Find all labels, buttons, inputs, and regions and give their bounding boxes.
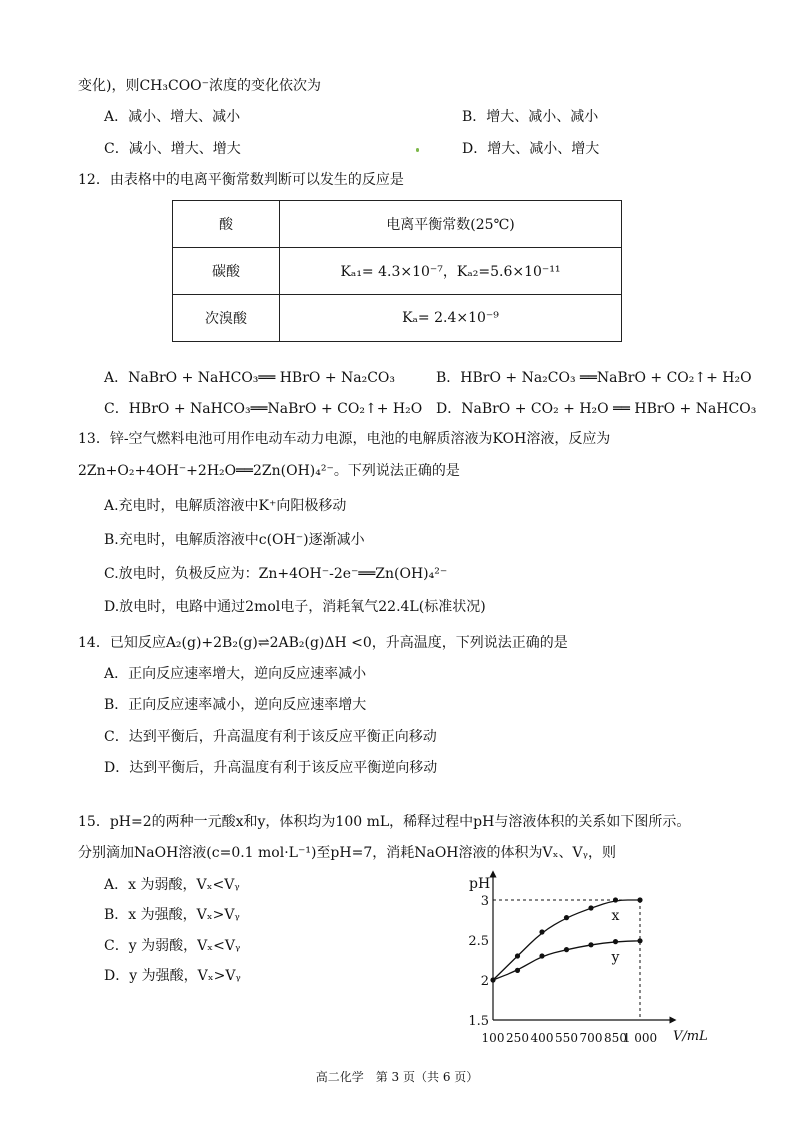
q13-option-c: C.放电时，负极反应为：Zn+4OH⁻-2e⁻══Zn(OH)₄²⁻ — [104, 566, 448, 582]
ph-volume-chart — [455, 868, 730, 1053]
x-tick-label: 1 000 — [622, 1031, 658, 1045]
q12-table — [172, 200, 622, 342]
x-tick-label: 850 — [604, 1031, 627, 1045]
q15-option-b: B．x 为强酸，Vₓ>Vᵧ — [104, 907, 240, 923]
table-header-acid: 酸 — [173, 201, 280, 248]
table-cell: Kₐ₁= 4.3×10⁻⁷，Kₐ₂=5.6×10⁻¹¹ — [280, 248, 622, 295]
table-row — [173, 201, 622, 248]
y-tick-label: 2.5 — [468, 934, 489, 949]
data-point-x — [613, 897, 618, 902]
series-label-y: y — [611, 949, 620, 966]
y-tick-label: 1.5 — [468, 1014, 489, 1029]
q11-option-c: C．减小、增大、增大 — [104, 141, 241, 157]
q12-stem: 12．由表格中的电离平衡常数判断可以发生的反应是 — [78, 172, 404, 188]
q12-option-b: B．HBrO + Na₂CO₃ ══NaBrO + CO₂↑+ H₂O — [436, 370, 752, 386]
data-point-x — [564, 915, 569, 920]
table-cell: Kₐ= 2.4×10⁻⁹ — [280, 295, 622, 342]
data-point-y — [613, 939, 618, 944]
x-tick-label: 250 — [506, 1031, 529, 1045]
y-tick-label: 2 — [480, 974, 489, 989]
q12-option-d: D．NaBrO + CO₂ + H₂O ══ HBrO + NaHCO₃ — [436, 401, 757, 417]
q15-stem-line2: 分别滴加NaOH溶液(c=0.1 mol·L⁻¹)至pH=7，消耗NaOH溶液的体积为Vₓ、Vᵧ，则 — [78, 845, 616, 861]
table-row — [173, 295, 622, 342]
q14-option-c: C．达到平衡后，升高温度有利于该反应平衡正向移动 — [104, 729, 437, 745]
q14-option-d: D．达到平衡后，升高温度有利于该反应平衡逆向移动 — [104, 760, 438, 776]
q14-stem: 14．已知反应A₂(g)+2B₂(g)⇌2AB₂(g)ΔH <0，升高温度，下列说法正确的是 — [78, 635, 568, 651]
q13-stem-line2: 2Zn+O₂+4OH⁻+2H₂O══2Zn(OH)₄²⁻。下列说法正确的是 — [78, 463, 460, 479]
x-tick-label: 550 — [555, 1031, 578, 1045]
q15-option-a: A．x 为弱酸，Vₓ<Vᵧ — [104, 877, 240, 893]
q11-option-a: A．减小、增大、减小 — [104, 109, 241, 125]
data-point-x — [539, 929, 544, 934]
stray-mark — [416, 148, 419, 152]
q15-option-d: D．y 为强酸，Vₓ>Vᵧ — [104, 968, 241, 984]
q14-option-b: B．正向反应速率减小，逆向反应速率增大 — [104, 697, 367, 713]
q13-option-d: D.放电时，电路中通过2mol电子，消耗氧气22.4L(标准状况) — [104, 599, 486, 615]
x-tick-label: 700 — [579, 1031, 603, 1045]
data-point-x — [515, 953, 520, 958]
q15-option-c: C．y 为弱酸，Vₓ<Vᵧ — [104, 938, 241, 954]
x-axis-label: V/mL — [673, 1029, 708, 1044]
q13-stem-line1: 13．锌-空气燃料电池可用作电动车动力电源，电池的电解质溶液为KOH溶液，反应为 — [78, 431, 611, 447]
table-cell: 碳酸 — [173, 248, 280, 295]
x-tick-label: 100 — [481, 1031, 505, 1045]
series-label-x: x — [611, 908, 620, 924]
x-tick-label: 400 — [530, 1031, 554, 1045]
q11-option-d: D．增大、减小、增大 — [462, 141, 600, 157]
data-point-y — [637, 938, 642, 943]
q15-stem-line1: 15．pH=2的两种一元酸x和y，体积均为100 mL，稀释过程中pH与溶液体积的关系如下图所示。 — [78, 814, 691, 830]
data-point-origin — [490, 977, 495, 982]
q12-option-c: C．HBrO + NaHCO₃══NaBrO + CO₂↑+ H₂O — [104, 401, 423, 417]
data-point-y — [588, 942, 593, 947]
q14-option-a: A．正向反应速率增大，逆向反应速率减小 — [104, 666, 367, 682]
data-point-y — [515, 968, 520, 973]
y-tick-label: 3 — [480, 894, 489, 909]
q11-option-b: B．增大、减小、减小 — [462, 109, 599, 125]
data-point-x — [588, 905, 593, 910]
q11-continuation: 变化)，则CH₃COO⁻浓度的变化依次为 — [78, 78, 322, 94]
data-point-x — [637, 897, 642, 902]
table-cell: 次溴酸 — [173, 295, 280, 342]
q13-option-a: A.充电时，电解质溶液中K⁺向阳极移动 — [104, 498, 347, 514]
page-footer: 高二化学 第 3 页（共 6 页） — [315, 1070, 479, 1084]
table-row — [173, 248, 622, 295]
table-header-constant: 电离平衡常数(25℃) — [280, 201, 622, 248]
q13-option-b: B.充电时，电解质溶液中c(OH⁻)逐渐减小 — [104, 532, 365, 548]
q12-option-a: A．NaBrO + NaHCO₃══ HBrO + Na₂CO₃ — [104, 370, 396, 386]
data-point-y — [564, 947, 569, 952]
data-point-y — [539, 953, 544, 958]
y-axis-label: pH — [469, 876, 491, 892]
